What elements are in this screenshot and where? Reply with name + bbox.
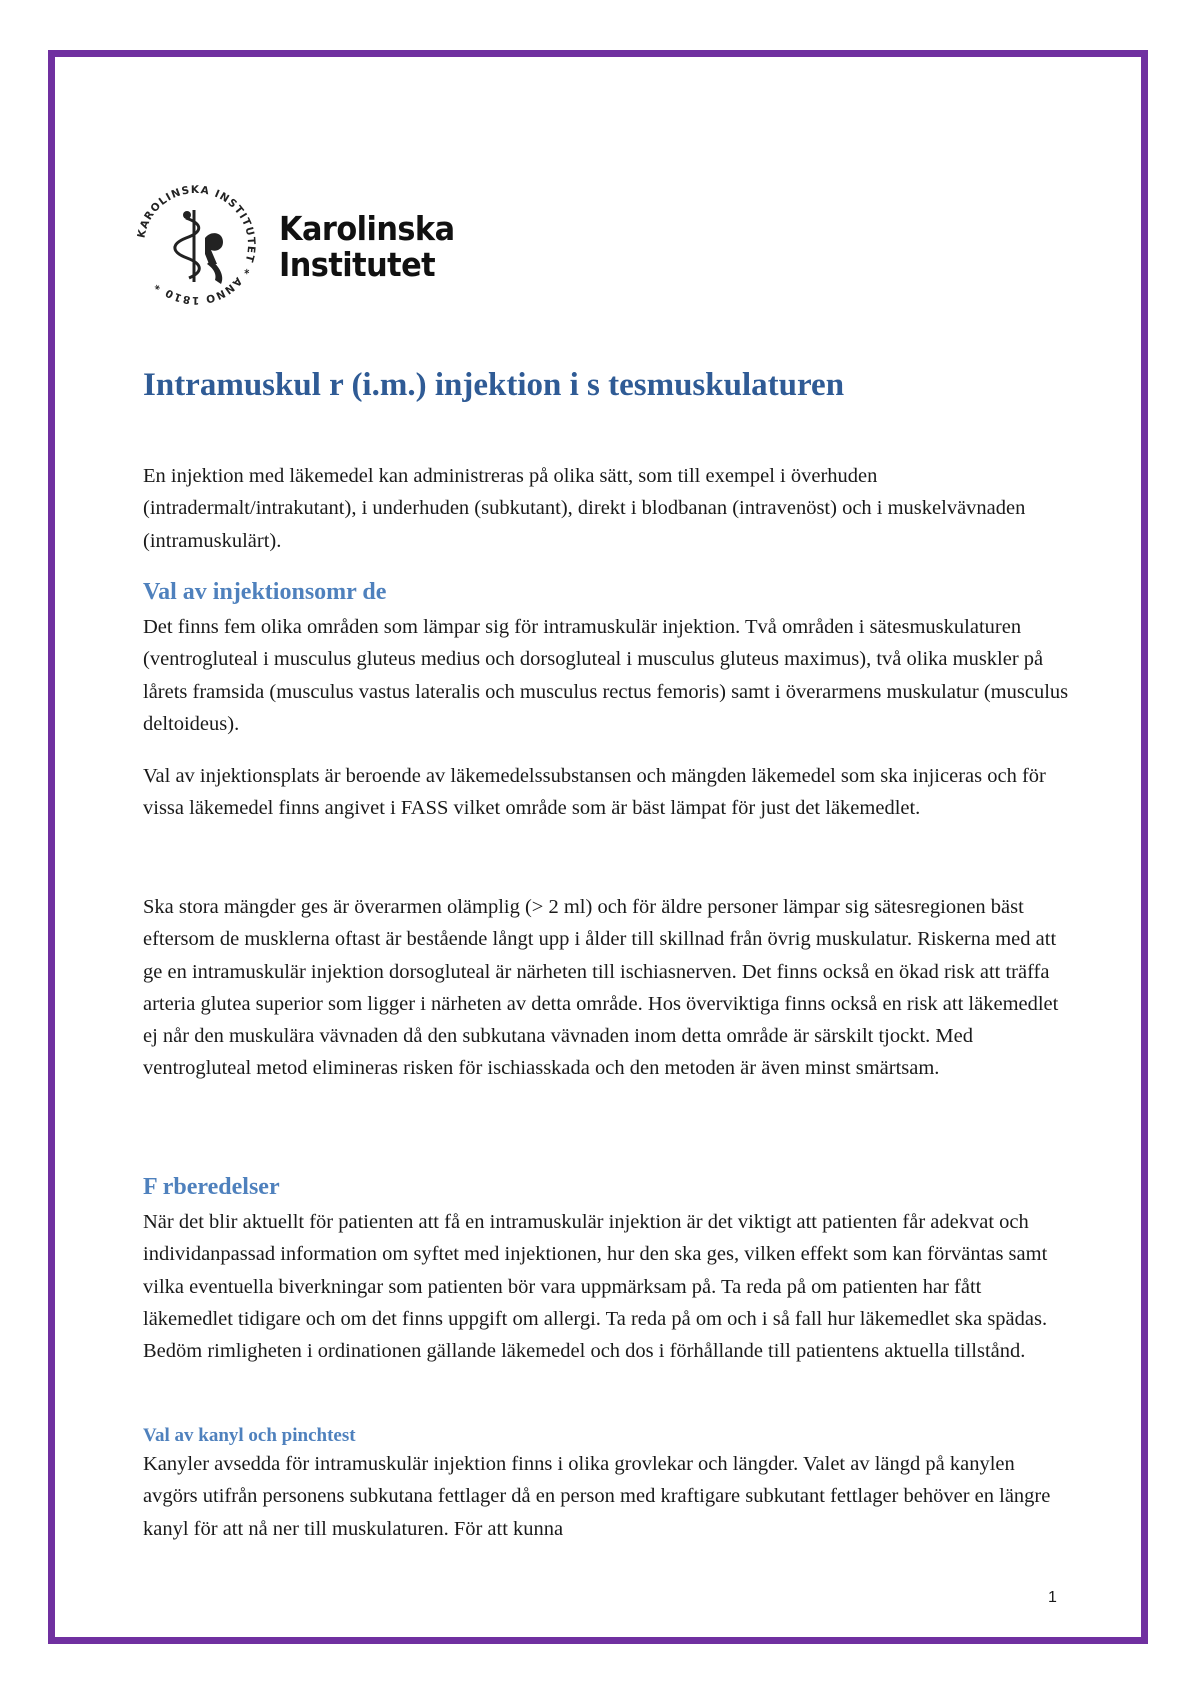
section-heading-injection-site: Val av injektionsomr de xyxy=(143,579,387,605)
injection-site-paragraph-3: Ska stora mängder ges är överarmen olämplig (> 2 ml) och för äldre personer lämpar sig sätesregionen bäst eftersom de musklerna oftast är bestående långt upp i ålder till skillnad från övrig muskulatur. Riskerna med att ge en intramuskulär injektion dorsogluteal är närheten till ischiasnerven. Det finns också en ökad risk att träffa arteria glutea superior som ligger i närheten av detta område. Hos överviktiga finns också en risk att läkemedlet ej når den muskulära vävnaden då den subkutana vävnaden inom detta område är särskilt tjockt. Med ventrogluteal metod elimineras risken för ischiasskada och den metoden är även minst smärtsam. xyxy=(143,896,1059,1080)
preparations-paragraph: När det blir aktuellt för patienten att få en intramuskulär injektion är det viktigt att patienten får adekvat och individanpassad information om syftet med injektionen, hur den ska ges, vilken effekt som kan förväntas samt vilka eventuella biverkningar som patienten bör vara uppmärksam på. Ta reda på om patienten har fått läkemedlet tidigare och om det finns uppgift om allergi. Ta reda på om och i så fall hur läkemedlet ska spädas. Bedöm rimligheten i ordinationen gällande läkemedel och dos i förhållande till patientens aktuella tillstånd. xyxy=(143,1211,1048,1363)
section-heading-needle-choice: Val av kanyl och pinchtest xyxy=(143,1425,356,1446)
seal-text: KAROLINSKA INSTITUTET * ANNO 1810 * xyxy=(135,183,258,307)
svg-text:KAROLINSKA INSTITUTET * ANNO 1 xyxy=(135,184,257,306)
section-heading-preparations: F rberedelser xyxy=(143,1174,280,1200)
needle-choice-paragraph: Kanyler avsedda för intramuskulär injektion finns i olika grovlekar och längder. Valet av längd på kanylen avgörs utifrån personens subkutana fettlager då en person med kraftigare subkutant fettlager behöver en längre kanyl för att nå ner till muskulaturen. För att kunna xyxy=(143,1453,1051,1540)
page-title: Intramuskul r (i.m.) injektion i s tesmuskulaturen xyxy=(143,367,845,403)
injection-site-paragraph-2: Val av injektionsplats är beroende av läkemedelssubstansen och mängden läkemedel som ska injiceras och för vissa läkemedel finns angivet i FASS vilket område som är bäst lämpat för just det läkemedlet. xyxy=(143,765,1046,820)
karolinska-logo xyxy=(131,180,455,310)
logo-name-line1: Karolinska xyxy=(279,209,455,248)
logo-name-line2: Institutet xyxy=(279,245,436,284)
intro-paragraph: En injektion med läkemedel kan administreras på olika sätt, som till exempel i överhuden (intradermalt/intrakutant), i underhuden (subkutant), direkt i blodbanan (intravenöst) och i muskelvävnaden (intramuskulärt). xyxy=(143,465,1026,552)
injection-site-paragraph-1: Det finns fem olika områden som lämpar sig för intramuskulär injektion. Två områden i sätesmuskulaturen (ventrogluteal i musculus gluteus medius och dorsogluteal i musculus gluteus maximus), två olika muskler på lårets framsida (musculus vastus lateralis och musculus rectus femoris) samt i överarmens muskulatur (musculus deltoideus). xyxy=(143,616,1069,735)
seal-icon xyxy=(131,180,261,310)
page-number: 1 xyxy=(1048,1589,1057,1606)
